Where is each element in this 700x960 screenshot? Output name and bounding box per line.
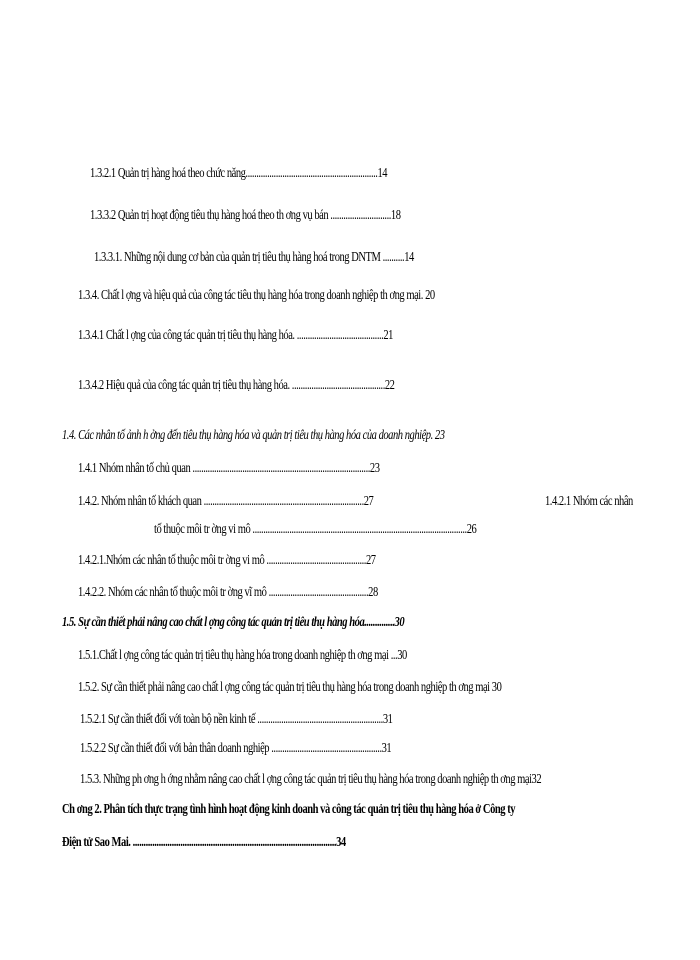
toc-entry-overflow[interactable]: 1.4.2.1 Nhóm các nhân xyxy=(545,493,633,508)
toc-entry[interactable]: 1.3.4.2 Hiệu quả của công tác quản trị tiêu thụ hàng hóa. ...........................................22 xyxy=(78,377,395,392)
toc-entry[interactable]: 1.5.2.2 Sự cần thiết đối với bản thân doanh nghiệp ...................................................31 xyxy=(80,740,392,755)
toc-chapter-heading[interactable]: Ch ơng 2. Phân tích thực trạng tình hình hoạt động kinh doanh và công tác quản trị tiêu thụ hàng hóa ở Công ty xyxy=(62,801,516,816)
toc-entry[interactable]: 1.4.2.1.Nhóm các nhân tố thuộc môi tr ờng vi mô ..............................................27 xyxy=(78,552,376,567)
toc-entry[interactable]: 1.5.2.1 Sự cần thiết đối với toàn bộ nền kinh tế ..........................................................31 xyxy=(80,711,393,726)
toc-entry[interactable]: 1.3.3.1. Những nội dung cơ bản của quản trị tiêu thụ hàng hoá trong DNTM ..........14 xyxy=(94,249,414,264)
toc-entry[interactable]: 1.3.4. Chất l ợng và hiệu quả của công tác tiêu thụ hàng hóa trong doanh nghiệp th ơng mại. 20 xyxy=(78,287,435,302)
toc-entry[interactable]: 1.5.3. Những ph ơng h ớng nhằm nâng cao chất l ợng công tác quản trị tiêu thụ hàng hóa trong doanh nghiệp th ơng mại32 xyxy=(80,771,542,786)
toc-entry[interactable]: 1.4.2.2. Nhóm các nhân tố thuộc môi tr ờng vĩ mô ..............................................28 xyxy=(78,584,378,599)
toc-section-heading[interactable]: 1.5. Sự cần thiết phải nâng cao chất l ợng công tác quản trị tiêu thụ hàng hóa..............30 xyxy=(62,614,405,629)
toc-entry[interactable]: 1.4.1 Nhóm nhân tố chủ quan ..................................................................................23 xyxy=(78,460,380,475)
toc-entry-continuation[interactable]: tố thuộc môi tr ờng vi mô ...................................................................................................26 xyxy=(154,521,477,536)
toc-entry[interactable]: 1.5.1.Chất l ợng công tác quản trị tiêu thụ hàng hóa trong doanh nghiệp th ơng mại ...30 xyxy=(78,647,407,662)
toc-entry[interactable]: 1.4.2. Nhóm nhân tố khách quan ..........................................................................27 xyxy=(78,493,374,508)
toc-entry[interactable]: 1.3.3.2 Quản trị hoạt động tiêu thụ hàng hoá theo th ơng vụ bán ............................18 xyxy=(90,207,401,222)
toc-chapter-heading-continuation[interactable]: Điện tử Sao Mai. ..............................................................................................34 xyxy=(62,834,346,849)
toc-entry[interactable]: 1.3.2.1 Quản trị hàng hoá theo chức năng.............................................................14 xyxy=(90,165,388,180)
toc-entry[interactable]: 1.3.4.1 Chất l ợng của công tác quản trị tiêu thụ hàng hóa. ........................................21 xyxy=(78,327,393,342)
toc-entry[interactable]: 1.5.2. Sự cần thiết phải nâng cao chất l ợng công tác quản trị tiêu thụ hàng hóa trong doanh nghiệp th ơng mại 30 xyxy=(78,679,502,694)
toc-section-heading[interactable]: 1.4. Các nhân tố ảnh h ởng đến tiêu thụ hàng hóa và quản trị tiêu thụ hàng hóa của doanh nghiệp. 23 xyxy=(62,427,445,442)
